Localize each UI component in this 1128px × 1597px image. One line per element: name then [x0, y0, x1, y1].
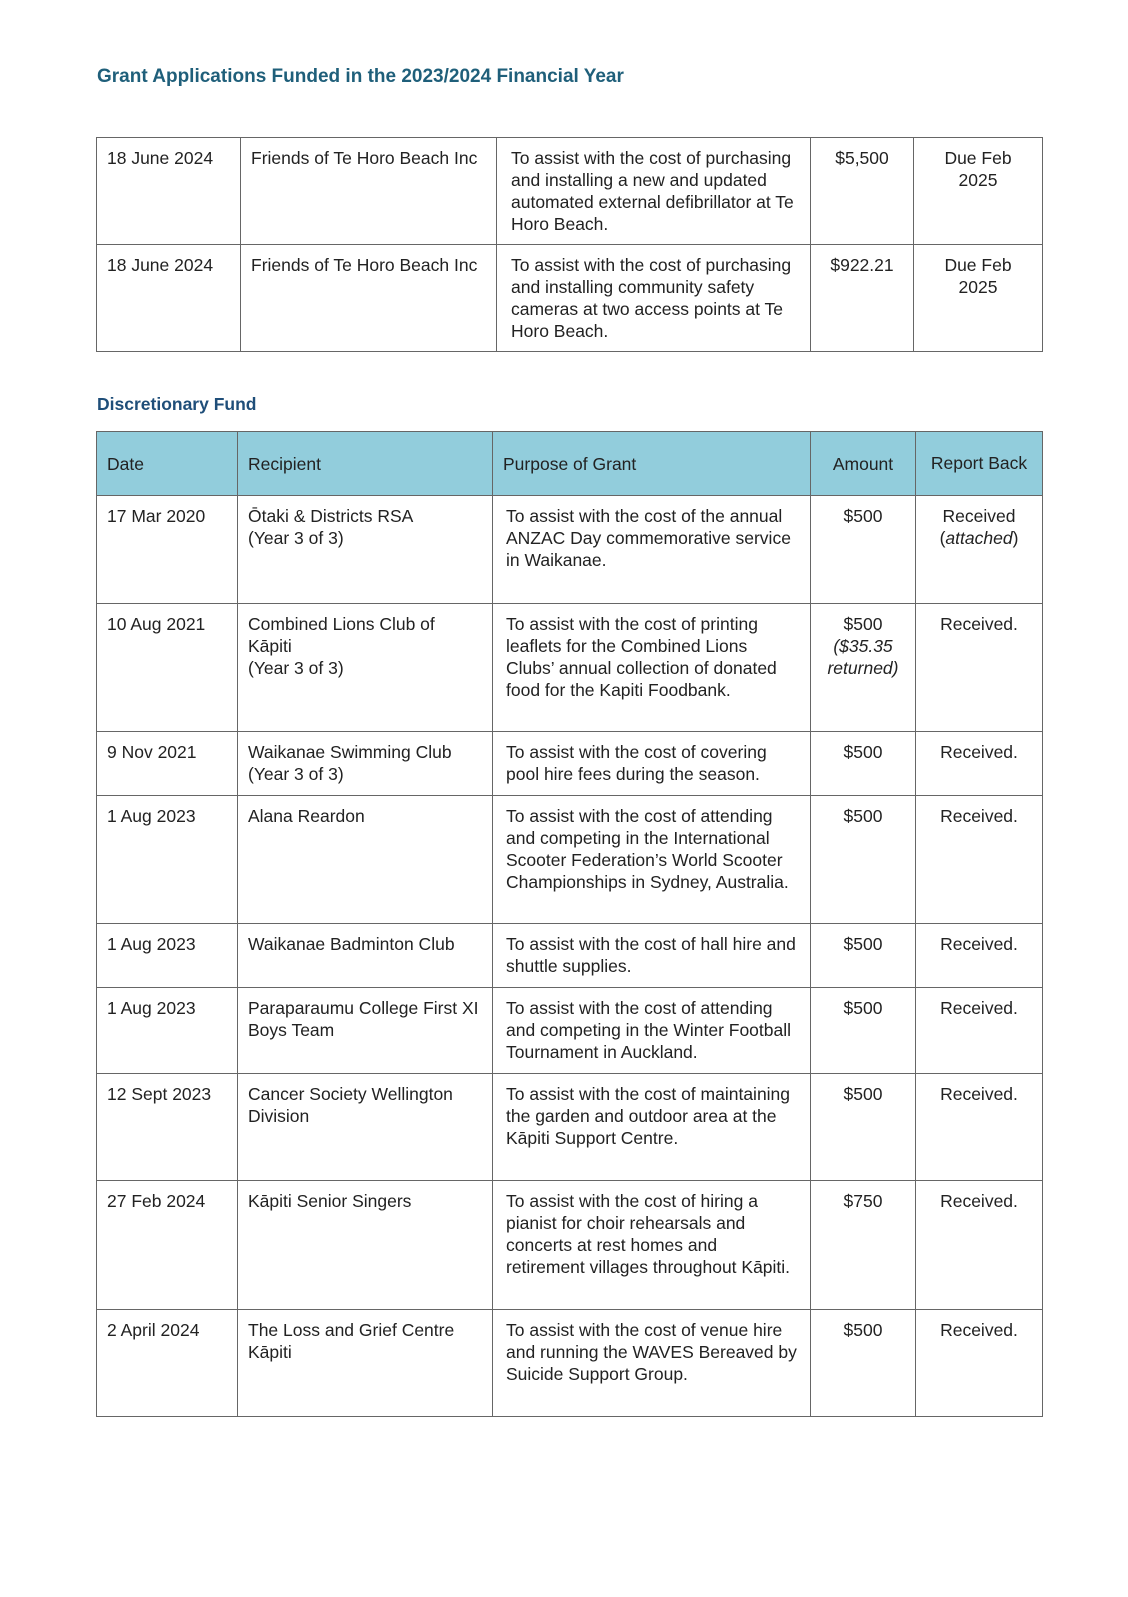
report-status: Received.	[940, 614, 1018, 634]
row-purpose: To assist with the cost of venue hire and running the WAVES Bereaved by Suicide Support Group.	[493, 1310, 811, 1417]
grant-date: 18 June 2024	[97, 245, 241, 352]
report-status: Received.	[940, 1320, 1018, 1340]
recipient-note: (Year 3 of 3)	[248, 658, 344, 678]
amount-value: $500	[843, 742, 883, 762]
row-report	[916, 1310, 1043, 1417]
discretionary-body	[97, 496, 1043, 1417]
report-status: Received.	[940, 998, 1018, 1018]
amount-value: $500	[843, 614, 883, 634]
row-recipient	[238, 924, 493, 988]
table-row	[97, 1074, 1043, 1181]
row-report	[916, 796, 1043, 924]
row-amount	[811, 496, 916, 604]
grant-report: Due Feb 2025	[914, 138, 1043, 245]
row-date: 9 Nov 2021	[97, 732, 238, 796]
row-report	[916, 496, 1043, 604]
grant-amount: $922.21	[811, 245, 914, 352]
recipient-note: (Year 3 of 3)	[248, 528, 344, 548]
header-purpose: Purpose of Grant	[493, 432, 811, 496]
row-amount	[811, 796, 916, 924]
table-row	[97, 1310, 1043, 1417]
header-report: Report Back	[916, 432, 1043, 496]
table-row	[97, 988, 1043, 1074]
table-row	[97, 604, 1043, 732]
table-row	[97, 138, 1043, 245]
grant-purpose: To assist with the cost of purchasing and installing community safety cameras at two access points at Te Horo Beach.	[497, 245, 811, 352]
row-amount	[811, 924, 916, 988]
amount-note-text: $35.35 returned	[827, 636, 893, 678]
row-recipient	[238, 496, 493, 604]
recipient-name: Alana Reardon	[248, 806, 365, 826]
grants-table	[96, 137, 1043, 352]
report-status: Received.	[940, 742, 1018, 762]
row-report	[916, 988, 1043, 1074]
row-purpose: To assist with the cost of hiring a pianist for choir rehearsals and concerts at rest homes and retirement villages throughout Kāpiti.	[493, 1181, 811, 1310]
recipient-name: Ōtaki & Districts RSA	[248, 506, 414, 526]
report-note-text: attached	[945, 528, 1013, 548]
row-amount	[811, 1181, 916, 1310]
row-date: 12 Sept 2023	[97, 1074, 238, 1181]
recipient-note: (Year 3 of 3)	[248, 764, 344, 784]
row-date: 1 Aug 2023	[97, 796, 238, 924]
table-row	[97, 496, 1043, 604]
amount-value: $500	[843, 998, 883, 1018]
header-recipient: Recipient	[238, 432, 493, 496]
row-recipient	[238, 988, 493, 1074]
grant-recipient: Friends of Te Horo Beach Inc	[241, 245, 497, 352]
amount-value: $500	[843, 1084, 883, 1104]
row-purpose: To assist with the cost of the annual ANZAC Day commemorative service in Waikanae.	[493, 496, 811, 604]
row-purpose: To assist with the cost of attending and competing in the Winter Football Tournament in Auckland.	[493, 988, 811, 1074]
recipient-name: The Loss and Grief Centre Kāpiti	[248, 1320, 455, 1362]
table-row	[97, 732, 1043, 796]
header-date: Date	[97, 432, 238, 496]
row-recipient	[238, 732, 493, 796]
row-date: 1 Aug 2023	[97, 924, 238, 988]
header-row	[97, 432, 1043, 496]
section-title: Discretionary Fund	[97, 394, 257, 414]
row-date: 1 Aug 2023	[97, 988, 238, 1074]
row-recipient	[238, 1181, 493, 1310]
amount-note: ($35.35 returned)	[827, 636, 899, 678]
report-status: Received	[942, 506, 1016, 526]
discretionary-table	[96, 431, 1043, 1417]
row-amount	[811, 1074, 916, 1181]
recipient-name: Waikanae Badminton Club	[248, 934, 455, 954]
table-row	[97, 1181, 1043, 1310]
row-date: 17 Mar 2020	[97, 496, 238, 604]
report-status: Received.	[940, 934, 1018, 954]
row-amount	[811, 604, 916, 732]
row-date: 10 Aug 2021	[97, 604, 238, 732]
row-purpose: To assist with the cost of attending and competing in the International Scooter Federation’s World Scooter Championships in Sydney, Australia.	[493, 796, 811, 924]
row-report	[916, 604, 1043, 732]
grant-recipient: Friends of Te Horo Beach Inc	[241, 138, 497, 245]
recipient-name: Paraparaumu College First XI Boys Team	[248, 998, 479, 1040]
row-recipient	[238, 1074, 493, 1181]
row-report	[916, 732, 1043, 796]
grant-report: Due Feb 2025	[914, 245, 1043, 352]
row-purpose: To assist with the cost of maintaining the garden and outdoor area at the Kāpiti Support Centre.	[493, 1074, 811, 1181]
amount-value: $500	[843, 934, 883, 954]
table-row	[97, 924, 1043, 988]
row-date: 27 Feb 2024	[97, 1181, 238, 1310]
recipient-name: Waikanae Swimming Club	[248, 742, 452, 762]
report-status: Received.	[940, 1084, 1018, 1104]
grant-date: 18 June 2024	[97, 138, 241, 245]
recipient-name: Combined Lions Club of Kāpiti	[248, 614, 435, 656]
row-recipient	[238, 796, 493, 924]
row-purpose: To assist with the cost of printing leaflets for the Combined Lions Clubs’ annual collection of donated food for the Kapiti Foodbank.	[493, 604, 811, 732]
amount-value: $500	[843, 806, 883, 826]
row-amount	[811, 1310, 916, 1417]
grant-purpose: To assist with the cost of purchasing and installing a new and updated automated external defibrillator at Te Horo Beach.	[497, 138, 811, 245]
amount-value: $750	[843, 1191, 883, 1211]
report-status: Received.	[940, 806, 1018, 826]
row-amount	[811, 732, 916, 796]
header-amount: Amount	[811, 432, 916, 496]
row-purpose: To assist with the cost of covering pool hire fees during the season.	[493, 732, 811, 796]
recipient-name: Kāpiti Senior Singers	[248, 1191, 412, 1211]
table-row	[97, 245, 1043, 352]
table-row	[97, 796, 1043, 924]
row-report	[916, 1074, 1043, 1181]
row-report	[916, 924, 1043, 988]
row-report	[916, 1181, 1043, 1310]
row-date: 2 April 2024	[97, 1310, 238, 1417]
page-title: Grant Applications Funded in the 2023/2024 Financial Year	[97, 66, 624, 87]
row-purpose: To assist with the cost of hall hire and shuttle supplies.	[493, 924, 811, 988]
report-note: (attached)	[939, 528, 1019, 548]
row-recipient	[238, 604, 493, 732]
row-recipient	[238, 1310, 493, 1417]
amount-value: $500	[843, 506, 883, 526]
amount-value: $500	[843, 1320, 883, 1340]
recipient-name: Cancer Society Wellington Division	[248, 1084, 453, 1126]
row-amount	[811, 988, 916, 1074]
grant-amount: $5,500	[811, 138, 914, 245]
report-status: Received.	[940, 1191, 1018, 1211]
